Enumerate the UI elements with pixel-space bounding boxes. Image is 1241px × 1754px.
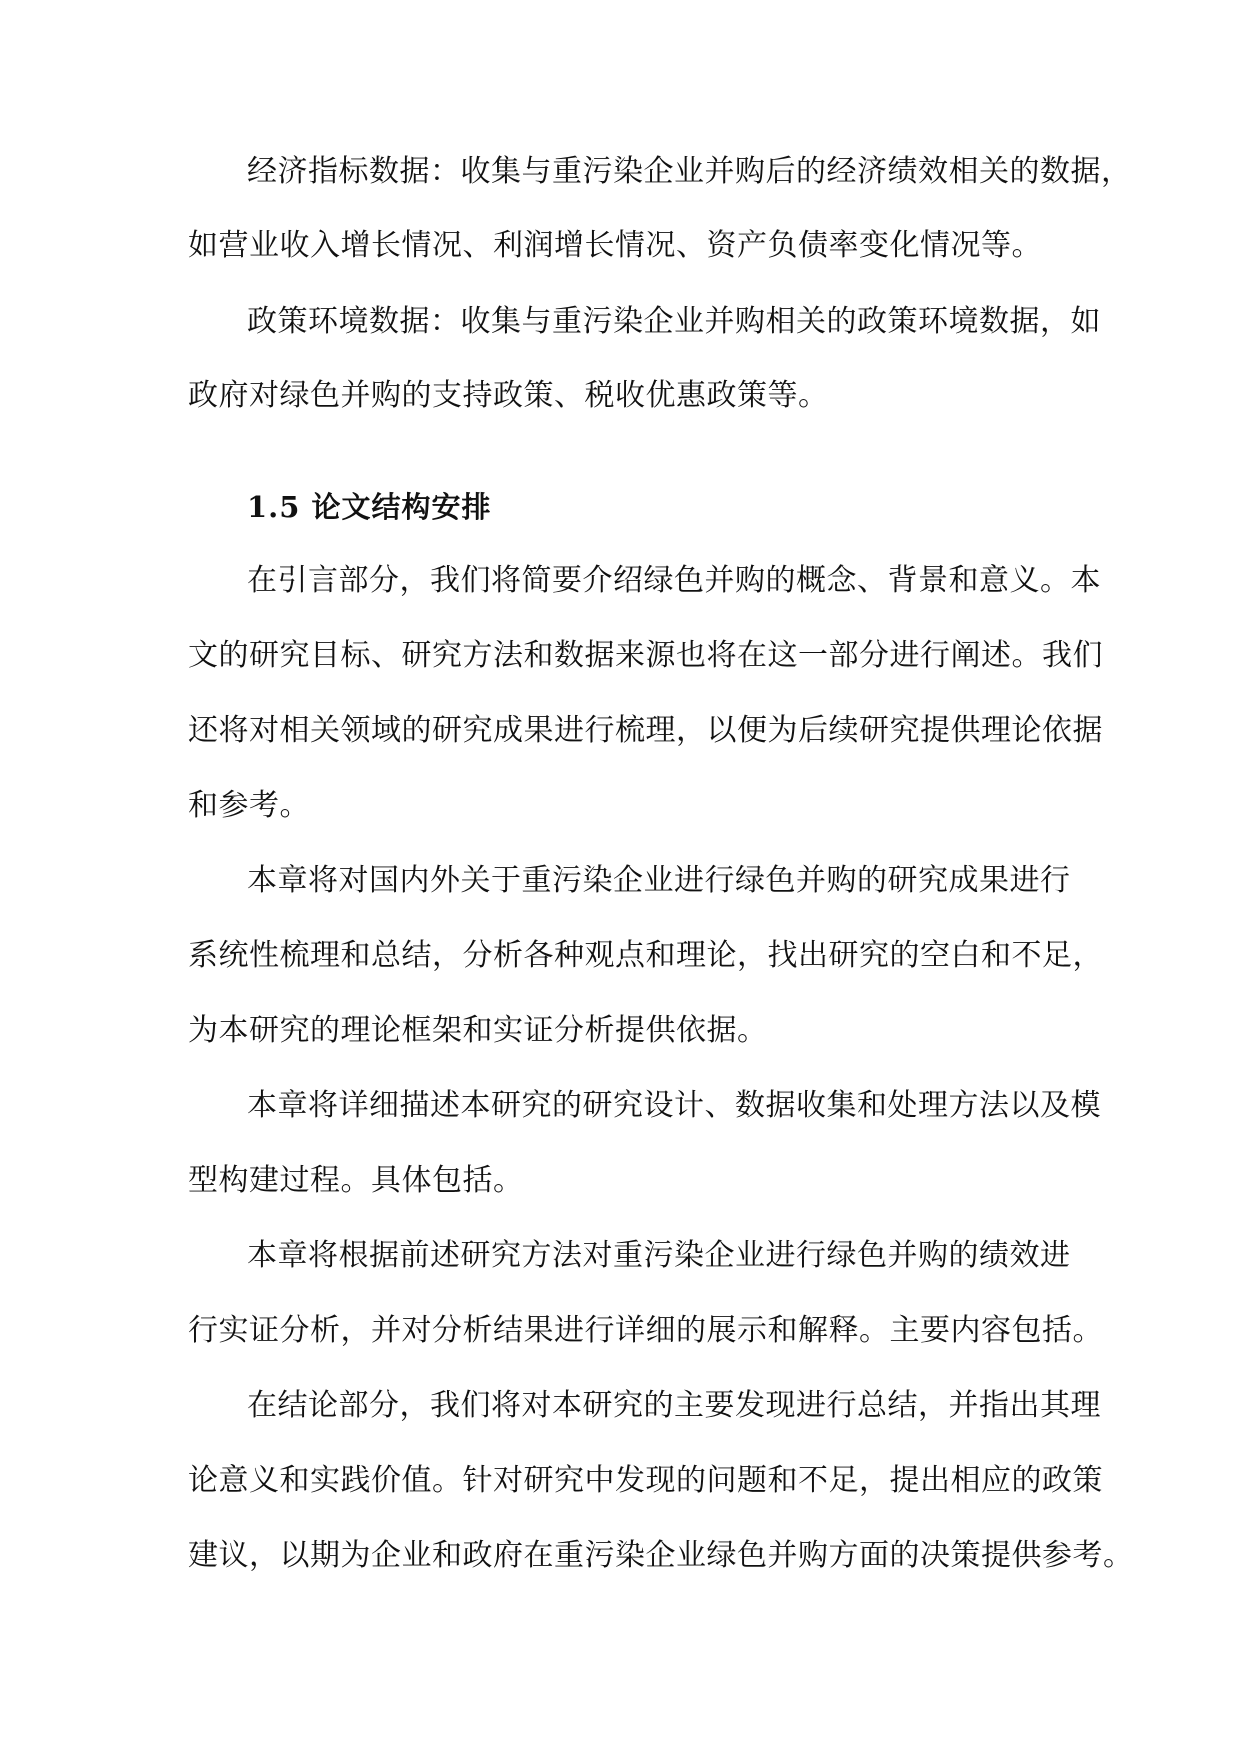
paragraph-introduction-line-2: 文的研究目标、研究方法和数据来源也将在这一部分进行阐述。我们 (188, 638, 1103, 673)
paragraph-economic-indicators-line-2: 如营业收入增长情况、利润增长情况、资产负债率变化情况等。 (188, 228, 1042, 263)
paragraph-conclusion-line-2: 论意义和实践价值。针对研究中发现的问题和不足，提出相应的政策 (188, 1463, 1103, 1498)
paragraph-economic-indicators-line-1: 经济指标数据：收集与重污染企业并购后的经济绩效相关的数据， (247, 154, 1132, 189)
section-heading: 1.5 论文结构安排 (247, 490, 492, 524)
paragraph-introduction-line-3: 还将对相关领域的研究成果进行梳理，以便为后续研究提供理论依据 (188, 713, 1103, 748)
paragraph-policy-environment-line-1: 政策环境数据：收集与重污染企业并购相关的政策环境数据，如 (247, 304, 1101, 339)
paragraph-literature-review-line-2: 系统性梳理和总结，分析各种观点和理论，找出研究的空白和不足， (188, 938, 1103, 973)
paragraph-methodology-line-1: 本章将详细描述本研究的研究设计、数据收集和处理方法以及模 (247, 1088, 1101, 1123)
paragraph-literature-review-line-3: 为本研究的理论框架和实证分析提供依据。 (188, 1013, 768, 1048)
paragraph-empirical-analysis-line-1: 本章将根据前述研究方法对重污染企业进行绿色并购的绩效进 (247, 1238, 1071, 1273)
paragraph-introduction-line-4: 和参考。 (188, 788, 310, 823)
paragraph-conclusion-line-1: 在结论部分，我们将对本研究的主要发现进行总结，并指出其理 (247, 1388, 1101, 1423)
paragraph-conclusion-line-3: 建议，以期为企业和政府在重污染企业绿色并购方面的决策提供参考。 (188, 1538, 1134, 1573)
paragraph-empirical-analysis-line-2: 行实证分析，并对分析结果进行详细的展示和解释。主要内容包括。 (188, 1313, 1103, 1348)
paragraph-literature-review-line-1: 本章将对国内外关于重污染企业进行绿色并购的研究成果进行 (247, 863, 1071, 898)
paragraph-policy-environment-line-2: 政府对绿色并购的支持政策、税收优惠政策等。 (188, 378, 829, 413)
paragraph-introduction-line-1: 在引言部分，我们将简要介绍绿色并购的概念、背景和意义。本 (247, 563, 1101, 598)
paragraph-methodology-line-2: 型构建过程。具体包括。 (188, 1163, 524, 1198)
